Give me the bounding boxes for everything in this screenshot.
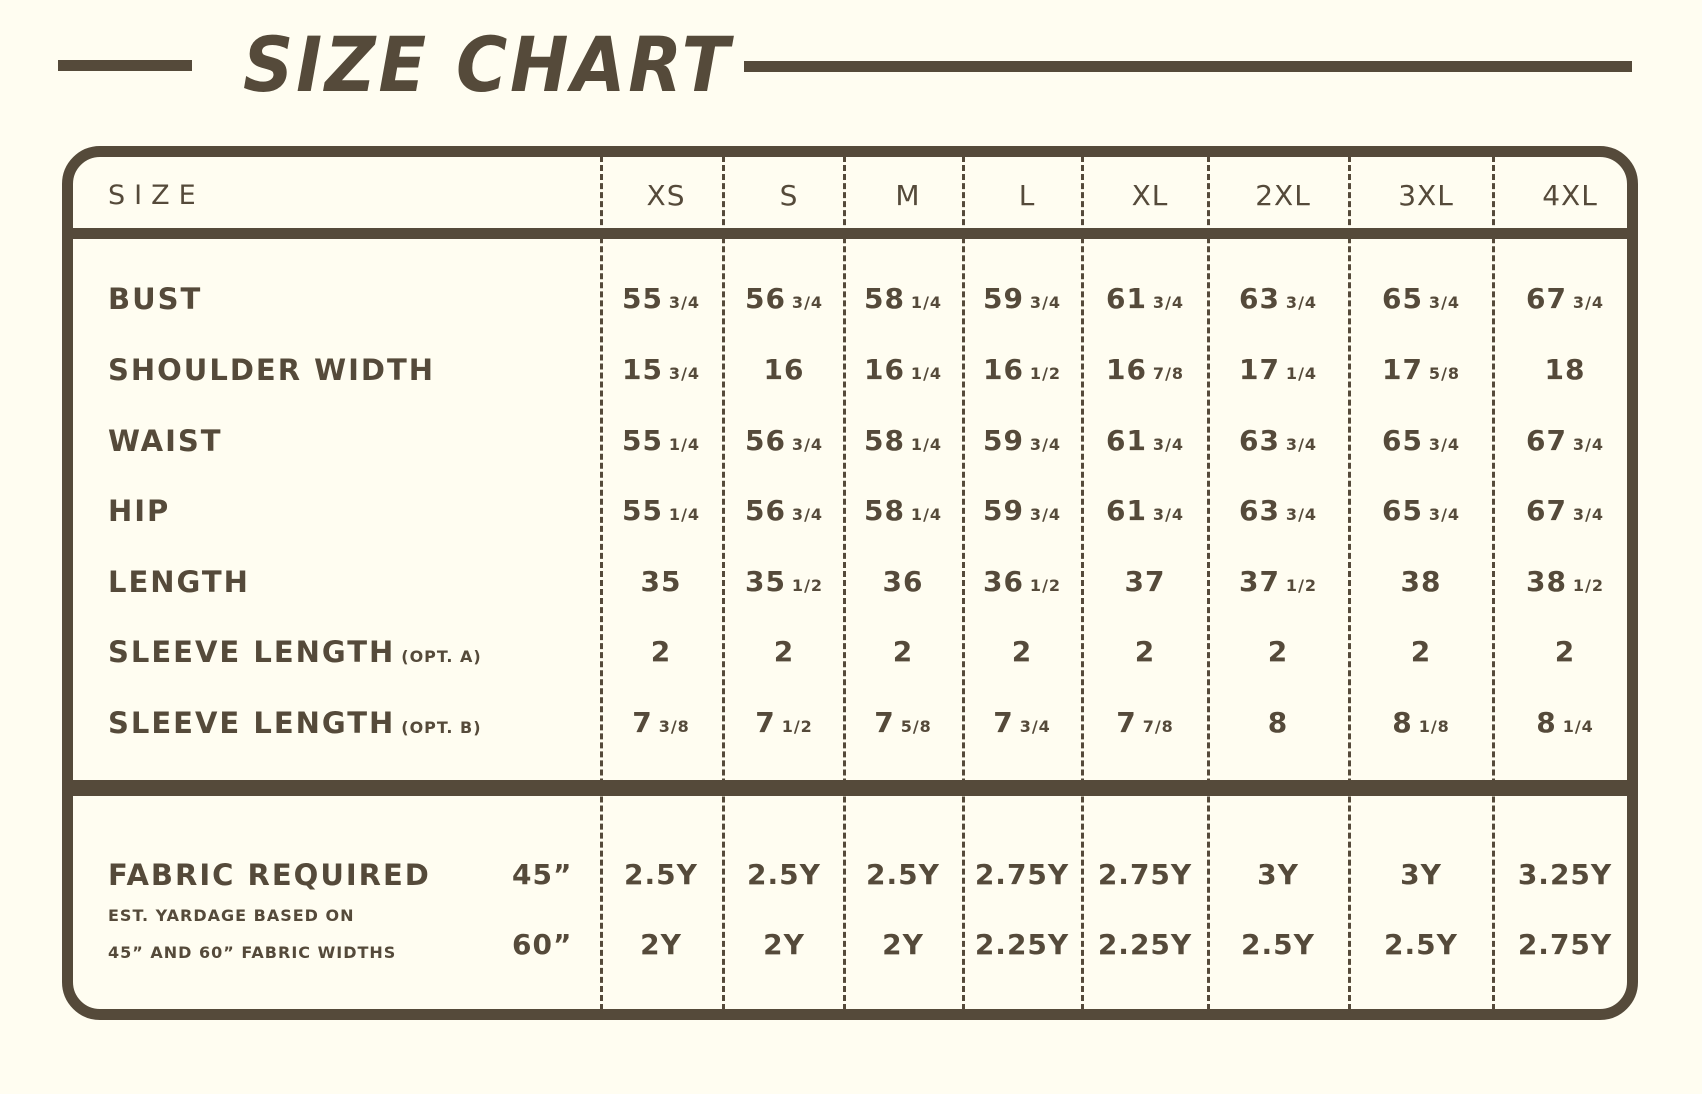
cell-fraction: 1/2 — [781, 717, 813, 736]
table-cell — [1268, 705, 1288, 741]
table-cell — [883, 564, 924, 600]
cell-fraction: 3/4 — [1428, 505, 1461, 524]
cell-fraction: 1/2 — [791, 576, 824, 595]
cell-whole: 36 — [982, 565, 1024, 598]
fabric-cell: 2.25Y — [974, 928, 1070, 961]
cell-fraction: 5/8 — [900, 717, 932, 736]
size-header-2xl: 2XL — [1255, 179, 1311, 212]
cell-fraction: 1/2 — [1572, 576, 1605, 595]
cell-fraction: 3/4 — [1029, 505, 1062, 524]
cell-fraction: 1/4 — [910, 293, 943, 312]
cell-fraction: 3/4 — [668, 364, 701, 383]
cell-whole: 58 — [863, 494, 905, 527]
cell-fraction: 3/4 — [1572, 293, 1605, 312]
fabric-required-label: FABRIC REQUIRED — [108, 858, 431, 892]
column-divider — [1207, 156, 1210, 1010]
cell-fraction: 1/8 — [1418, 717, 1450, 736]
fabric-note-line-2: 45” AND 60” FABRIC WIDTHS — [108, 943, 397, 962]
cell-fraction: 3/4 — [668, 293, 701, 312]
table-cell — [1135, 634, 1155, 670]
table-cell — [641, 564, 682, 600]
table-cell — [993, 705, 1051, 745]
cell-fraction: 3/4 — [1572, 435, 1605, 454]
cell-fraction: 1/4 — [1285, 364, 1318, 383]
table-cell — [983, 493, 1061, 533]
cell-fraction: 3/4 — [1152, 293, 1185, 312]
table-cell — [983, 352, 1061, 392]
cell-whole: 59 — [982, 424, 1024, 457]
cell-fraction: 1/2 — [1029, 364, 1062, 383]
cell-whole: 55 — [621, 424, 663, 457]
table-cell — [864, 281, 942, 321]
cell-whole: 15 — [621, 353, 663, 386]
table-cell — [622, 352, 700, 392]
cell-whole: 17 — [1238, 353, 1280, 386]
fabric-cell: 3.25Y — [1517, 858, 1613, 891]
cell-whole: 61 — [1105, 424, 1147, 457]
cell-fraction: 7/8 — [1142, 717, 1174, 736]
cell-fraction: 1/4 — [1562, 717, 1594, 736]
cell-fraction: 1/4 — [910, 435, 943, 454]
table-cell — [1268, 634, 1288, 670]
page-title: SIZE CHART — [243, 20, 733, 109]
title-rule-left — [58, 60, 192, 71]
cell-whole: 2 — [650, 635, 672, 668]
cell-whole: 16 — [863, 353, 905, 386]
cell-whole: 7 — [993, 706, 1014, 739]
measurement-label-note: (OPT. A) — [401, 647, 482, 666]
table-cell — [1382, 423, 1460, 463]
fabric-cell: 2.25Y — [1097, 928, 1193, 961]
cell-whole: 55 — [621, 282, 663, 315]
cell-whole: 7 — [632, 706, 653, 739]
table-cell — [1411, 634, 1431, 670]
cell-whole: 65 — [1381, 424, 1423, 457]
measurement-label-text: SLEEVE LENGTH — [108, 635, 396, 669]
measurement-label-text: BUST — [108, 282, 203, 316]
table-cell — [1239, 352, 1317, 392]
table-cell — [874, 705, 932, 745]
table-cell — [1239, 493, 1317, 533]
cell-whole: 61 — [1105, 494, 1147, 527]
table-cell — [983, 423, 1061, 463]
measurement-label-text: SLEEVE LENGTH — [108, 706, 396, 740]
cell-whole: 56 — [744, 282, 786, 315]
cell-whole: 2 — [1267, 635, 1289, 668]
cell-fraction: 3/4 — [1285, 293, 1318, 312]
cell-fraction: 3/4 — [1428, 293, 1461, 312]
cell-whole: 59 — [982, 494, 1024, 527]
cell-whole: 8 — [1392, 706, 1413, 739]
fabric-cell: 2Y — [763, 928, 805, 961]
cell-whole: 59 — [982, 282, 1024, 315]
table-cell — [864, 493, 942, 533]
table-cell — [983, 281, 1061, 321]
measurement-label — [108, 352, 435, 388]
fabric-cell: 2.5Y — [1241, 928, 1315, 961]
fabric-note-line-1: EST. YARDAGE BASED ON — [108, 906, 355, 925]
table-cell — [1526, 281, 1604, 321]
column-divider — [962, 156, 965, 1010]
table-cell — [1106, 281, 1184, 321]
cell-whole: 56 — [744, 424, 786, 457]
fabric-cell: 2Y — [882, 928, 924, 961]
cell-whole: 35 — [640, 565, 682, 598]
table-cell — [1382, 281, 1460, 321]
size-header-3xl: 3XL — [1398, 179, 1454, 212]
table-cell — [1239, 423, 1317, 463]
table-cell — [1555, 634, 1575, 670]
fabric-divider — [62, 780, 1638, 796]
table-cell — [893, 634, 913, 670]
cell-fraction: 3/8 — [658, 717, 690, 736]
cell-whole: 67 — [1525, 494, 1567, 527]
cell-whole: 2 — [1554, 635, 1576, 668]
fabric-cell: 2.5Y — [624, 858, 698, 891]
cell-fraction: 3/4 — [791, 505, 824, 524]
fabric-width-45: 45” — [512, 858, 573, 891]
table-cell — [745, 564, 823, 604]
cell-whole: 7 — [755, 706, 776, 739]
table-cell — [864, 352, 942, 392]
table-cell — [745, 423, 823, 463]
cell-fraction: 1/2 — [1029, 576, 1062, 595]
cell-fraction: 3/4 — [1152, 505, 1185, 524]
table-cell — [1526, 423, 1604, 463]
fabric-cell: 2Y — [640, 928, 682, 961]
fabric-cell: 2.5Y — [747, 858, 821, 891]
cell-whole: 67 — [1525, 282, 1567, 315]
cell-fraction: 1/4 — [910, 364, 943, 383]
cell-fraction: 3/4 — [1572, 505, 1605, 524]
cell-whole: 2 — [1410, 635, 1432, 668]
cell-whole: 56 — [744, 494, 786, 527]
table-cell — [774, 634, 794, 670]
cell-whole: 7 — [874, 706, 895, 739]
cell-whole: 63 — [1238, 424, 1280, 457]
cell-fraction: 3/4 — [1152, 435, 1185, 454]
measurement-label-text: HIP — [108, 494, 171, 528]
table-cell — [1545, 352, 1586, 388]
fabric-cell: 3Y — [1400, 858, 1442, 891]
cell-whole: 65 — [1381, 494, 1423, 527]
column-divider — [1081, 156, 1084, 1010]
cell-whole: 7 — [1116, 706, 1137, 739]
cell-fraction: 3/4 — [1285, 505, 1318, 524]
cell-whole: 36 — [882, 565, 924, 598]
fabric-cell: 2.5Y — [866, 858, 940, 891]
size-header-xs: XS — [646, 179, 686, 212]
table-cell — [1125, 564, 1166, 600]
size-header-m: M — [895, 179, 921, 212]
table-cell — [1526, 493, 1604, 533]
table-cell — [1526, 564, 1604, 604]
fabric-cell: 2.75Y — [974, 858, 1070, 891]
cell-fraction: 3/4 — [791, 435, 824, 454]
cell-whole: 37 — [1238, 565, 1280, 598]
measurement-label — [108, 493, 170, 529]
size-header-xl: XL — [1131, 179, 1169, 212]
cell-fraction: 1/4 — [668, 435, 701, 454]
column-divider — [1492, 156, 1495, 1010]
cell-whole: 58 — [863, 282, 905, 315]
title-rule-right — [744, 61, 1632, 72]
cell-whole: 63 — [1238, 282, 1280, 315]
table-cell — [1382, 493, 1460, 533]
column-divider — [1348, 156, 1351, 1010]
table-cell — [745, 281, 823, 321]
cell-whole: 16 — [763, 353, 805, 386]
fabric-cell: 2.5Y — [1384, 928, 1458, 961]
header-divider — [62, 228, 1638, 239]
measurement-label — [108, 281, 202, 317]
cell-fraction: 3/4 — [1428, 435, 1461, 454]
table-cell — [1382, 352, 1460, 392]
table-cell — [745, 493, 823, 533]
table-cell — [864, 423, 942, 463]
table-cell — [651, 634, 671, 670]
cell-whole: 8 — [1536, 706, 1557, 739]
column-divider — [722, 156, 725, 1010]
fabric-width-60: 60” — [512, 928, 573, 961]
cell-whole: 38 — [1400, 565, 1442, 598]
cell-fraction: 1/4 — [910, 505, 943, 524]
table-cell — [1116, 705, 1174, 745]
cell-whole: 67 — [1525, 424, 1567, 457]
cell-whole: 16 — [1105, 353, 1147, 386]
cell-whole: 18 — [1544, 353, 1586, 386]
measurement-label-text: SHOULDER WIDTH — [108, 353, 436, 387]
table-cell — [1012, 634, 1032, 670]
cell-fraction: 3/4 — [1029, 293, 1062, 312]
measurement-label — [108, 564, 250, 600]
cell-whole: 16 — [982, 353, 1024, 386]
measurement-label-text: WAIST — [108, 424, 223, 458]
fabric-cell: 3Y — [1257, 858, 1299, 891]
fabric-cell: 2.75Y — [1517, 928, 1613, 961]
table-cell — [1106, 423, 1184, 463]
table-cell — [1536, 705, 1594, 745]
table-cell — [755, 705, 813, 745]
table-cell — [632, 705, 690, 745]
measurement-label-text: LENGTH — [108, 565, 250, 599]
cell-whole: 58 — [863, 424, 905, 457]
cell-fraction: 5/8 — [1428, 364, 1461, 383]
measurement-label — [108, 634, 482, 675]
size-column-header: SIZE — [108, 180, 205, 211]
table-cell — [1392, 705, 1450, 745]
column-divider — [600, 156, 603, 1010]
fabric-cell: 2.75Y — [1097, 858, 1193, 891]
table-cell — [1106, 352, 1184, 392]
table-cell — [622, 281, 700, 321]
cell-fraction: 1/4 — [668, 505, 701, 524]
cell-whole: 37 — [1124, 565, 1166, 598]
cell-whole: 2 — [1011, 635, 1033, 668]
cell-whole: 38 — [1525, 565, 1567, 598]
cell-whole: 2 — [773, 635, 795, 668]
cell-whole: 2 — [1134, 635, 1156, 668]
cell-fraction: 7/8 — [1152, 364, 1185, 383]
table-cell — [983, 564, 1061, 604]
table-cell — [1106, 493, 1184, 533]
measurement-label — [108, 423, 223, 459]
cell-whole: 2 — [892, 635, 914, 668]
cell-fraction: 3/4 — [1285, 435, 1318, 454]
table-cell — [764, 352, 805, 388]
cell-whole: 8 — [1267, 706, 1289, 739]
measurement-label-note: (OPT. B) — [401, 718, 482, 737]
cell-fraction: 1/2 — [1285, 576, 1318, 595]
cell-whole: 35 — [744, 565, 786, 598]
cell-fraction: 3/4 — [791, 293, 824, 312]
cell-fraction: 3/4 — [1019, 717, 1051, 736]
size-header-s: S — [779, 179, 799, 212]
column-divider — [843, 156, 846, 1010]
size-header-4xl: 4XL — [1542, 179, 1598, 212]
table-cell — [1401, 564, 1442, 600]
cell-whole: 65 — [1381, 282, 1423, 315]
cell-whole: 61 — [1105, 282, 1147, 315]
cell-whole: 17 — [1381, 353, 1423, 386]
cell-whole: 63 — [1238, 494, 1280, 527]
cell-whole: 55 — [621, 494, 663, 527]
cell-fraction: 3/4 — [1029, 435, 1062, 454]
table-cell — [1239, 564, 1317, 604]
table-cell — [622, 423, 700, 463]
size-header-l: L — [1018, 179, 1036, 212]
table-cell — [1239, 281, 1317, 321]
table-cell — [622, 493, 700, 533]
measurement-label — [108, 705, 482, 746]
